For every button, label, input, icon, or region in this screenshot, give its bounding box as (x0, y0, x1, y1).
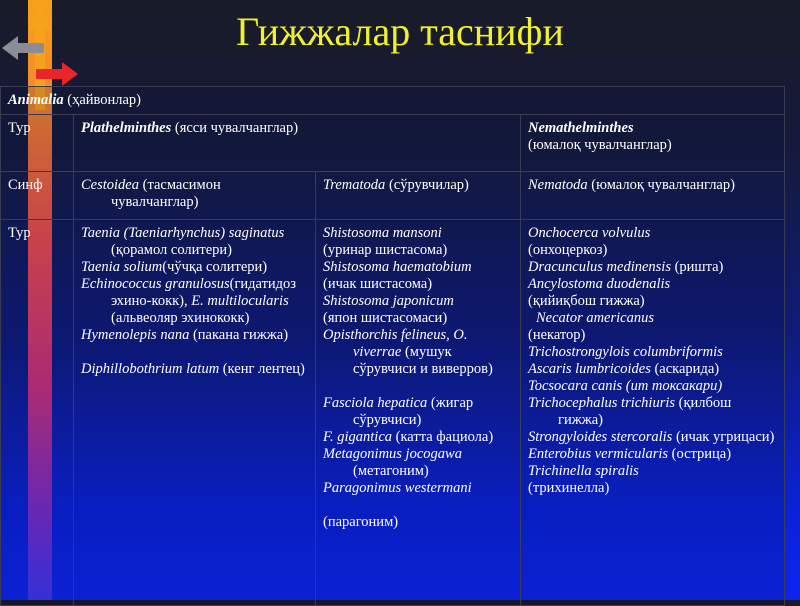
row-label-class: Синф (1, 172, 74, 220)
list-item: Taenia (Taeniarhynchus) saginatus (қорамол солитери) (81, 225, 285, 258)
list-item: Strongyloides stercoralis (ичак угрицаси) (528, 429, 775, 445)
kingdom-cell (1, 87, 785, 115)
class-cestoidea-local: (тасмасимон чувалчанглар) (111, 177, 221, 210)
phylum-platy-cell (74, 115, 521, 172)
list-item: Shistosoma japonicum (323, 293, 454, 309)
page-title: Гижжалар таснифи (236, 9, 564, 54)
list-item: Trichostrongylois columbriformis (528, 344, 723, 360)
list-item: Shistosoma haematobium (323, 259, 472, 275)
table-row (1, 87, 785, 115)
list-item: (трихинелла) (528, 480, 610, 496)
kingdom-latin: Animalia (8, 92, 64, 108)
class-trematoda-latin: Trematoda (323, 177, 386, 193)
list-item: Enterobius vermicularis (острица) (528, 446, 732, 462)
list-item: (уринар шистасома) (323, 242, 448, 258)
list-item: (ичак шистасома) (323, 276, 433, 292)
class-trematoda-cell (316, 172, 521, 220)
species-cestoidea-cell (74, 220, 316, 606)
list-item: Ascaris lumbricoides (аскарида) (528, 361, 720, 377)
list-item: Fasciola hepatica (жигар сўрувчиси) (323, 395, 474, 428)
class-cestoidea (81, 177, 309, 211)
list-item: (япон шистасомаси) (323, 310, 448, 326)
list-item: Onchocerca volvulus (528, 225, 651, 241)
kingdom-local: (ҳайвонлар) (63, 92, 142, 108)
table-row (1, 115, 785, 172)
row-label-species: Тур (1, 220, 74, 606)
list-item: Shistosoma mansoni (323, 225, 442, 241)
class-trematoda-local: (сўрувчилар) (385, 177, 469, 193)
list-item: (онхоцеркоз) (528, 242, 608, 258)
class-cestoidea-latin: Cestoidea (81, 177, 139, 193)
class-cestoidea-cell (74, 172, 316, 220)
species-nematoda-cell (521, 220, 785, 606)
list-item: Trichinella spiralis (528, 463, 639, 479)
phylum-platy-local: (ясси чувалчанглар) (171, 120, 299, 136)
row-label-phylum: Тур (1, 115, 74, 172)
class-nematoda-latin: Nematoda (528, 177, 588, 193)
list-item: (парагоним) (323, 514, 399, 530)
list-item: Hymenolepis nana (пакана гижжа) (81, 327, 289, 343)
list-item: Trichocephalus trichiuris (қилбош гижжа) (528, 395, 732, 428)
list-item: (метагоним) (353, 463, 429, 479)
phylum-nema-latin: Nemathelminthes (528, 120, 634, 136)
list-item: Diphillobothrium latum (кенг лентец) (81, 361, 305, 377)
list-item: F. gigantica (катта фациола) (323, 429, 494, 445)
list-item: Ancylostoma duodenalis (528, 276, 671, 292)
class-nematoda-cell (521, 172, 785, 220)
phylum-platy-latin: Plathelminthes (81, 120, 172, 136)
list-item: Necator americanus (536, 310, 654, 326)
table-row (1, 220, 785, 606)
list-item: Echinococcus granulosus(гидатидоз эхино-кокк), E. multilocularis (альвеоляр эхинококк) (81, 276, 297, 326)
phylum-nema-local: (юмалоқ чувалчанглар) (528, 137, 672, 153)
list-item: Tocsocara canis (ит токсакари) (528, 378, 723, 394)
phylum-nema-cell (521, 115, 785, 172)
class-nematoda-local: (юмалоқ чувалчанглар) (587, 177, 735, 193)
list-item: Dracunculus medinensis (ришта) (528, 259, 724, 275)
list-item: (некатор) (528, 327, 586, 343)
species-trematoda-cell (316, 220, 521, 606)
list-item: Opisthorchis felineus, O. viverrae (мушук сўрувчиси и виверров) (323, 327, 493, 377)
list-item: (қийиқбош гижжа) (528, 293, 645, 309)
list-item: Taenia solium(чўчқа солитери) (81, 259, 268, 275)
classification-table (0, 86, 785, 606)
list-item: Metagonimus jocogawa (323, 446, 462, 462)
table-row (1, 172, 785, 220)
list-item: Paragonimus westermani (323, 480, 472, 496)
